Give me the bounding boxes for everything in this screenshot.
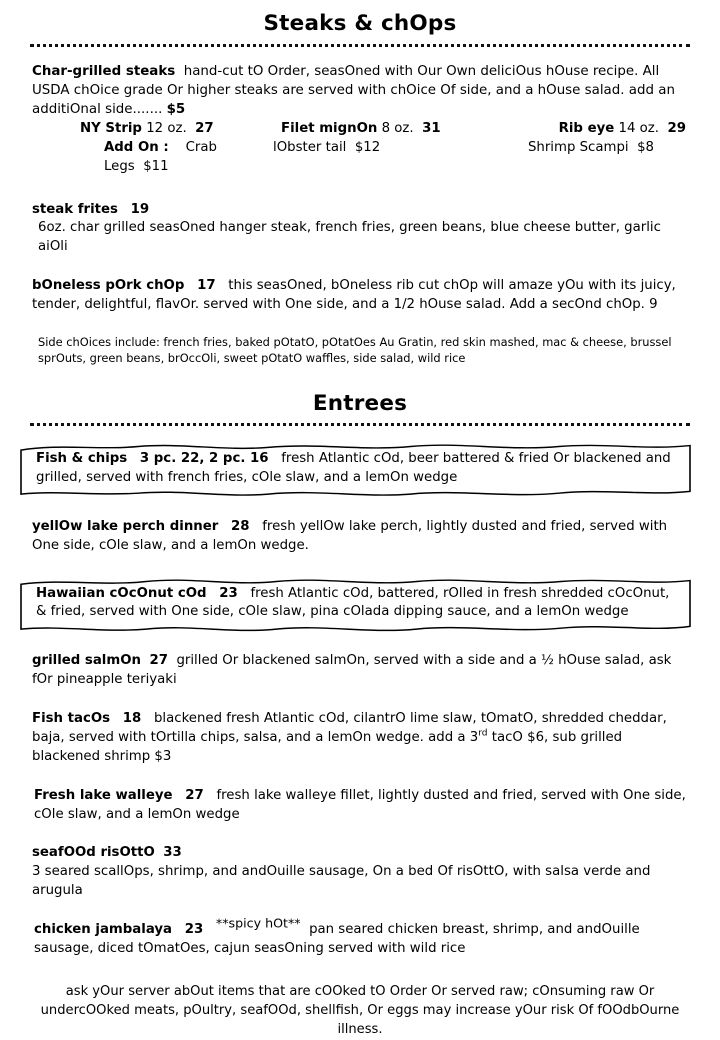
- addon-crab-legs-name: Crab Legs: [104, 140, 217, 175]
- spacer: [0, 901, 720, 921]
- addon-shrimp-scampi-name: Shrimp Scampi: [527, 140, 629, 155]
- menu-item-fresh-lake-walleye: [0, 787, 720, 825]
- steak-addon-row: [0, 138, 720, 177]
- menu-item-name: steak frites: [32, 201, 118, 217]
- spacer: [0, 824, 720, 844]
- menu-item-name: yellOw lake perch dinner: [32, 518, 219, 534]
- addon-label: Add On :: [104, 140, 169, 155]
- menu-item-name: Fresh lake walleye: [34, 787, 173, 803]
- section-heading-entrees: Entrees: [312, 391, 408, 417]
- menu-item-name: chicken jambalaya: [34, 922, 173, 938]
- menu-item-fraction: ½: [541, 653, 554, 669]
- steak-rib-eye-detail: 14 oz.: [618, 120, 660, 136]
- menu-item-title-line: [32, 844, 692, 863]
- menu-item-desc: fresh lake walleye fillet, lightly dusted and fried, served with One side, cOle slaw, and a lemOn wedge: [34, 787, 686, 822]
- addon-crab-legs-price: $11: [143, 159, 169, 175]
- spacer: [0, 556, 720, 576]
- menu-item-desc: fresh Atlantic cOd, battered, rOlled in fresh shredded cOcOnut, & fried, served with One side, cOle slaw, pina cOlada dipping sauce, and a lemOn wedge: [36, 585, 670, 620]
- spacer: [0, 690, 720, 710]
- steak-ny-strip: [32, 119, 247, 138]
- menu-item-name: grilled salmOn: [32, 653, 141, 669]
- addon-crab-legs: [32, 138, 247, 177]
- menu-item-name: Fish tacOs: [32, 711, 111, 727]
- spacer: [0, 959, 720, 983]
- menu-item-name: Hawaiian cOcOnut cOd: [36, 585, 207, 601]
- menu-item-desc: 6oz. char grilled seasOned hanger steak, french fries, green beans, blue cheese butter, garlic aiOli: [38, 220, 661, 255]
- menu-item-name: seafOOd risOttO: [32, 845, 155, 861]
- menu-item-boneless-pork-chop: [0, 277, 720, 315]
- steak-rib-eye: [482, 119, 692, 138]
- menu-item-price: 28: [231, 518, 250, 534]
- menu-item-name: Fish & chips: [36, 451, 128, 467]
- steak-ny-strip-name: NY Strip: [80, 120, 142, 136]
- steak-rib-eye-name: Rib eye: [558, 120, 615, 136]
- spacer: [0, 177, 720, 201]
- steak-filet-mignon-price: 31: [422, 120, 441, 136]
- side-choices-note: Side chOices include: french fries, baked pOtatO, pOtatOes Au Gratin, red skin mashed, mac & cheese, brussel sprOuts, green beans, brOccOli, sweet pOtatO waffles, side salad, wild rice: [38, 334, 672, 365]
- spacer: [0, 47, 720, 62]
- menu-item-ordinal-suffix: rd: [478, 728, 488, 739]
- steak-ny-strip-detail: 12 oz.: [146, 120, 187, 136]
- menu-item-grilled-salmon: [0, 652, 720, 690]
- menu-item-price: 27: [149, 653, 168, 669]
- menu-item-fish-and-chips: [36, 450, 679, 488]
- menu-item-desc: pan seared chicken breast, shrimp, and andOuille sausage, diced tOmatOes, cajun seasOning served with wild rice: [34, 922, 640, 956]
- menu-item-fish-tacos: [0, 710, 720, 767]
- menu-item-price: 27: [185, 787, 204, 803]
- menu-item-hawaiian-coconut-cod: [36, 585, 679, 623]
- spacer: [0, 366, 720, 386]
- steaks-intro-text: hand-cut tO Order, seasOned with Our Own deliciOus hOuse recipe. All USDA chOice grade Or higher steaks are served with chOice Of side, and a hOuse salad. add an additiOnal side.......: [32, 63, 675, 117]
- addon-lobster-tail: [247, 138, 482, 177]
- steak-filet-mignon: [247, 119, 482, 138]
- menu-item-desc: fresh Atlantic cOd, beer battered & fried Or blackened and grilled, served with french fries, cOle slaw, and a lemOn wedge: [36, 451, 671, 485]
- menu-item-desc-pre: grilled Or blackened salmOn, served with a side and a: [176, 653, 541, 669]
- spacer: [0, 767, 720, 787]
- menu-item-desc: this seasOned, bOneless rib cut chOp will amaze yOu with its juicy, tender, delightful, flavOr. served with One side, and a 1/2 hOuse salad. Add a secOnd chOp. 9: [32, 278, 676, 313]
- menu-item-price: 17: [197, 278, 216, 294]
- addon-shrimp-scampi-price: $8: [637, 140, 654, 155]
- menu-item-price: 23: [219, 585, 238, 601]
- steak-filet-mignon-name: Filet mignOn: [281, 120, 378, 136]
- menu-item-hawaiian-coconut-cod-box: [18, 576, 693, 633]
- addon-shrimp-scampi: [482, 138, 692, 177]
- menu-item-steak-frites: [0, 201, 720, 258]
- menu-item-fish-and-chips-box: [18, 441, 693, 498]
- steak-ny-strip-price: 27: [195, 120, 214, 136]
- spacer: [0, 257, 720, 277]
- menu-item-price: 19: [130, 201, 150, 217]
- menu-item-yellow-lake-perch-dinner: [0, 518, 720, 556]
- menu-item-price: 18: [122, 711, 142, 727]
- section-heading-steaks: Steaks & chOps: [263, 11, 457, 36]
- steak-filet-mignon-detail: 8 oz.: [381, 120, 414, 136]
- steak-rib-eye-price: 29: [667, 120, 686, 136]
- menu-item-price: 33: [163, 845, 182, 861]
- spacer: [0, 426, 720, 441]
- menu-item-desc: fresh yellOw lake perch, lightly dusted and fried, served with One side, cOle slaw, and a lemOn wedge.: [32, 518, 668, 553]
- menu-item-desc: 3 seared scallOps, shrimp, and andOuille sausage, On a bed Of risOttO, with salsa verde and arugula: [32, 864, 651, 899]
- spacer: [0, 315, 720, 335]
- footer-disclaimer: ask yOur server abOut items that are cOOked tO Order Or served raw; cOnsuming raw Or undercOOked meats, pOultry, seafOOd, shellfish, Or eggs may increase yOur risk Of fOOdbOurne illness.: [40, 983, 680, 1037]
- menu-item-name: bOneless pOrk chOp: [32, 278, 185, 294]
- menu-item-price: 23: [184, 922, 204, 938]
- menu-item-price: 3 pc. 22, 2 pc. 16: [139, 451, 269, 467]
- steaks-intro-price: $5: [166, 101, 186, 117]
- spicy-marker: **spicy hOt**: [215, 915, 301, 931]
- spacer: [0, 498, 720, 518]
- steaks-intro: [0, 62, 720, 119]
- menu-item-desc-post: hOuse salad, ask fOr pineapple teriyaki: [32, 653, 672, 688]
- spacer: [0, 632, 720, 652]
- addon-lobster-tail-price: $12: [354, 140, 381, 155]
- steaks-intro-name: Char-grilled steaks: [32, 63, 176, 79]
- addon-lobster-tail-name: lObster tail: [273, 140, 347, 155]
- menu-item-desc-pre: blackened fresh Atlantic cOd, cilantrO lime slaw, tOmatO, shredded cheddar, baja, served with tOrtilla chips, salsa, and a lemOn wedge. add a 3: [32, 711, 667, 745]
- menu-item-desc-post: tacO $6, sub grilled blackened shrimp $3: [32, 729, 623, 764]
- menu-item-chicken-jambalaya: [0, 915, 720, 959]
- menu-item-seafood-risotto: [0, 844, 720, 901]
- menu-item-title-line: [32, 201, 692, 220]
- steak-price-row: [0, 119, 720, 138]
